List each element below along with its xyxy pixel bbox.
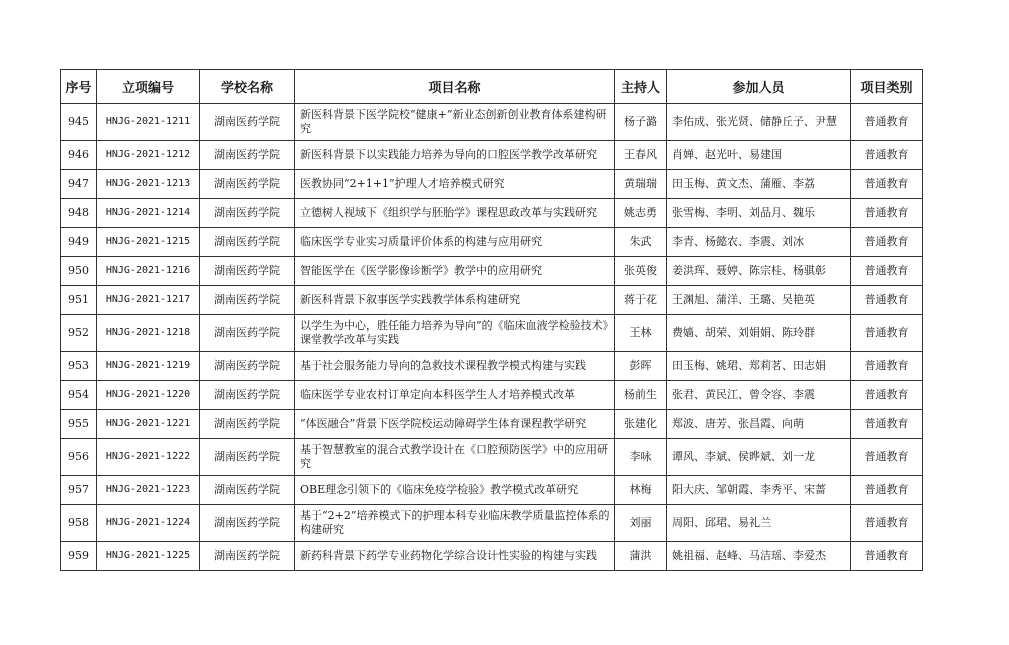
cell-code: HNJG-2021-1221 — [97, 410, 200, 439]
cell-no: 947 — [61, 170, 97, 199]
cell-code: HNJG-2021-1224 — [97, 505, 200, 542]
table-body — [61, 104, 923, 571]
cell-school: 湖南医药学院 — [200, 505, 295, 542]
cell-school: 湖南医药学院 — [200, 228, 295, 257]
cell-category: 普通教育 — [851, 199, 923, 228]
cell-members: 费嫱、胡荣、刘娟娟、陈玲群 — [667, 315, 851, 352]
cell-category: 普通教育 — [851, 381, 923, 410]
header-code: 立项编号 — [97, 70, 200, 104]
cell-category: 普通教育 — [851, 439, 923, 476]
cell-members: 田玉梅、黄文杰、蒲雁、李荔 — [667, 170, 851, 199]
cell-school: 湖南医药学院 — [200, 542, 295, 571]
cell-code: HNJG-2021-1211 — [97, 104, 200, 141]
cell-code: HNJG-2021-1220 — [97, 381, 200, 410]
header-school: 学校名称 — [200, 70, 295, 104]
header-members: 参加人员 — [667, 70, 851, 104]
cell-category: 普通教育 — [851, 170, 923, 199]
cell-no: 957 — [61, 476, 97, 505]
cell-category: 普通教育 — [851, 476, 923, 505]
header-category: 项目类别 — [851, 70, 923, 104]
cell-title: 基于社会服务能力导向的急救技术课程教学模式构建与实践 — [295, 352, 615, 381]
cell-host: 王林 — [615, 315, 667, 352]
cell-host: 杨前生 — [615, 381, 667, 410]
cell-members: 姚祖福、赵峰、马洁瑶、李爱杰 — [667, 542, 851, 571]
cell-host: 杨子潞 — [615, 104, 667, 141]
cell-school: 湖南医药学院 — [200, 257, 295, 286]
cell-category: 普通教育 — [851, 286, 923, 315]
cell-members: 田玉梅、姚珺、郑莉茗、田志娟 — [667, 352, 851, 381]
cell-school: 湖南医药学院 — [200, 170, 295, 199]
cell-no: 945 — [61, 104, 97, 141]
cell-title: 基于智慧教室的混合式教学设计在《口腔预防医学》中的应用研究 — [295, 439, 615, 476]
cell-title: 新医科背景下叙事医学实践教学体系构建研究 — [295, 286, 615, 315]
cell-school: 湖南医药学院 — [200, 410, 295, 439]
cell-category: 普通教育 — [851, 228, 923, 257]
cell-title: 临床医学专业农村订单定向本科医学生人才培养模式改革 — [295, 381, 615, 410]
cell-title: 新药科背景下药学专业药物化学综合设计性实验的构建与实践 — [295, 542, 615, 571]
cell-title: 立德树人视域下《组织学与胚胎学》课程思政改革与实践研究 — [295, 199, 615, 228]
cell-category: 普通教育 — [851, 410, 923, 439]
table-row — [61, 228, 923, 257]
cell-school: 湖南医药学院 — [200, 286, 295, 315]
cell-code: HNJG-2021-1215 — [97, 228, 200, 257]
cell-host: 朱武 — [615, 228, 667, 257]
cell-category: 普通教育 — [851, 257, 923, 286]
cell-school: 湖南医药学院 — [200, 476, 295, 505]
cell-title: 基于“2+2”培养模式下的护理本科专业临床教学质量监控体系的构建研究 — [295, 505, 615, 542]
cell-school: 湖南医药学院 — [200, 141, 295, 170]
cell-title: 新医科背景下以实践能力培养为导向的口腔医学教学改革研究 — [295, 141, 615, 170]
table-row — [61, 170, 923, 199]
cell-members: 姜洪珲、聂婷、陈宗桂、杨骐彰 — [667, 257, 851, 286]
cell-school: 湖南医药学院 — [200, 104, 295, 141]
cell-title: 新医科背景下医学院校“健康+”新业态创新创业教育体系建构研究 — [295, 104, 615, 141]
cell-code: HNJG-2021-1219 — [97, 352, 200, 381]
table-row — [61, 352, 923, 381]
cell-school: 湖南医药学院 — [200, 439, 295, 476]
cell-host: 张英俊 — [615, 257, 667, 286]
project-table-container — [60, 69, 923, 571]
cell-no: 953 — [61, 352, 97, 381]
cell-school: 湖南医药学院 — [200, 199, 295, 228]
table-row — [61, 476, 923, 505]
cell-title: 临床医学专业实习质量评价体系的构建与应用研究 — [295, 228, 615, 257]
cell-members: 李青、杨懿农、李震、刘冰 — [667, 228, 851, 257]
cell-members: 肖婵、赵光叶、易建国 — [667, 141, 851, 170]
cell-members: 郑波、唐芳、张昌霞、向萌 — [667, 410, 851, 439]
cell-code: HNJG-2021-1212 — [97, 141, 200, 170]
cell-category: 普通教育 — [851, 315, 923, 352]
cell-no: 955 — [61, 410, 97, 439]
header-host: 主持人 — [615, 70, 667, 104]
cell-category: 普通教育 — [851, 352, 923, 381]
project-table — [60, 69, 923, 571]
cell-no: 946 — [61, 141, 97, 170]
cell-members: 阳大庆、邹朝霞、李秀平、宋蔷 — [667, 476, 851, 505]
cell-code: HNJG-2021-1214 — [97, 199, 200, 228]
header-row — [61, 70, 923, 104]
table-row — [61, 257, 923, 286]
cell-school: 湖南医药学院 — [200, 315, 295, 352]
cell-host: 刘丽 — [615, 505, 667, 542]
cell-no: 950 — [61, 257, 97, 286]
table-row — [61, 286, 923, 315]
cell-members: 王渊旭、蒲洋、王璐、吴艳英 — [667, 286, 851, 315]
cell-host: 蒋于花 — [615, 286, 667, 315]
cell-category: 普通教育 — [851, 505, 923, 542]
cell-code: HNJG-2021-1216 — [97, 257, 200, 286]
cell-no: 948 — [61, 199, 97, 228]
cell-no: 949 — [61, 228, 97, 257]
table-row — [61, 315, 923, 352]
cell-no: 959 — [61, 542, 97, 571]
cell-category: 普通教育 — [851, 141, 923, 170]
cell-category: 普通教育 — [851, 542, 923, 571]
cell-no: 956 — [61, 439, 97, 476]
cell-code: HNJG-2021-1225 — [97, 542, 200, 571]
cell-members: 张君、黄民江、曾令容、李震 — [667, 381, 851, 410]
cell-code: HNJG-2021-1222 — [97, 439, 200, 476]
cell-title: “体医融合”背景下医学院校运动障碍学生体育课程教学研究 — [295, 410, 615, 439]
cell-host: 彭晖 — [615, 352, 667, 381]
cell-title: 以学生为中心，胜任能力培养为导向”的《临床血液学检验技术》课堂教学改革与实践 — [295, 315, 615, 352]
cell-code: HNJG-2021-1213 — [97, 170, 200, 199]
cell-no: 954 — [61, 381, 97, 410]
table-row — [61, 141, 923, 170]
cell-no: 951 — [61, 286, 97, 315]
cell-no: 958 — [61, 505, 97, 542]
table-row — [61, 505, 923, 542]
cell-members: 张雪梅、李明、刘品月、魏乐 — [667, 199, 851, 228]
cell-host: 王春风 — [615, 141, 667, 170]
cell-members: 谭风、李斌、侯晔斌、刘一龙 — [667, 439, 851, 476]
table-row — [61, 199, 923, 228]
cell-host: 林梅 — [615, 476, 667, 505]
cell-school: 湖南医药学院 — [200, 381, 295, 410]
cell-host: 李咏 — [615, 439, 667, 476]
cell-host: 张建化 — [615, 410, 667, 439]
cell-code: HNJG-2021-1223 — [97, 476, 200, 505]
table-row — [61, 542, 923, 571]
cell-members: 李佑成、张光贤、储静丘子、尹慧 — [667, 104, 851, 141]
cell-members: 周阳、邱珺、易礼兰 — [667, 505, 851, 542]
cell-title: 智能医学在《医学影像诊断学》教学中的应用研究 — [295, 257, 615, 286]
cell-school: 湖南医药学院 — [200, 352, 295, 381]
table-row — [61, 381, 923, 410]
cell-code: HNJG-2021-1217 — [97, 286, 200, 315]
cell-code: HNJG-2021-1218 — [97, 315, 200, 352]
cell-host: 黄瑞瑞 — [615, 170, 667, 199]
table-row — [61, 104, 923, 141]
cell-category: 普通教育 — [851, 104, 923, 141]
cell-title: 医教协同“2+1+1”护理人才培养模式研究 — [295, 170, 615, 199]
table-header — [61, 70, 923, 104]
cell-title: OBE理念引领下的《临床免疫学检验》教学模式改革研究 — [295, 476, 615, 505]
table-row — [61, 410, 923, 439]
header-no: 序号 — [61, 70, 97, 104]
table-row — [61, 439, 923, 476]
cell-host: 姚志勇 — [615, 199, 667, 228]
header-title: 项目名称 — [295, 70, 615, 104]
cell-host: 蒲洪 — [615, 542, 667, 571]
cell-no: 952 — [61, 315, 97, 352]
